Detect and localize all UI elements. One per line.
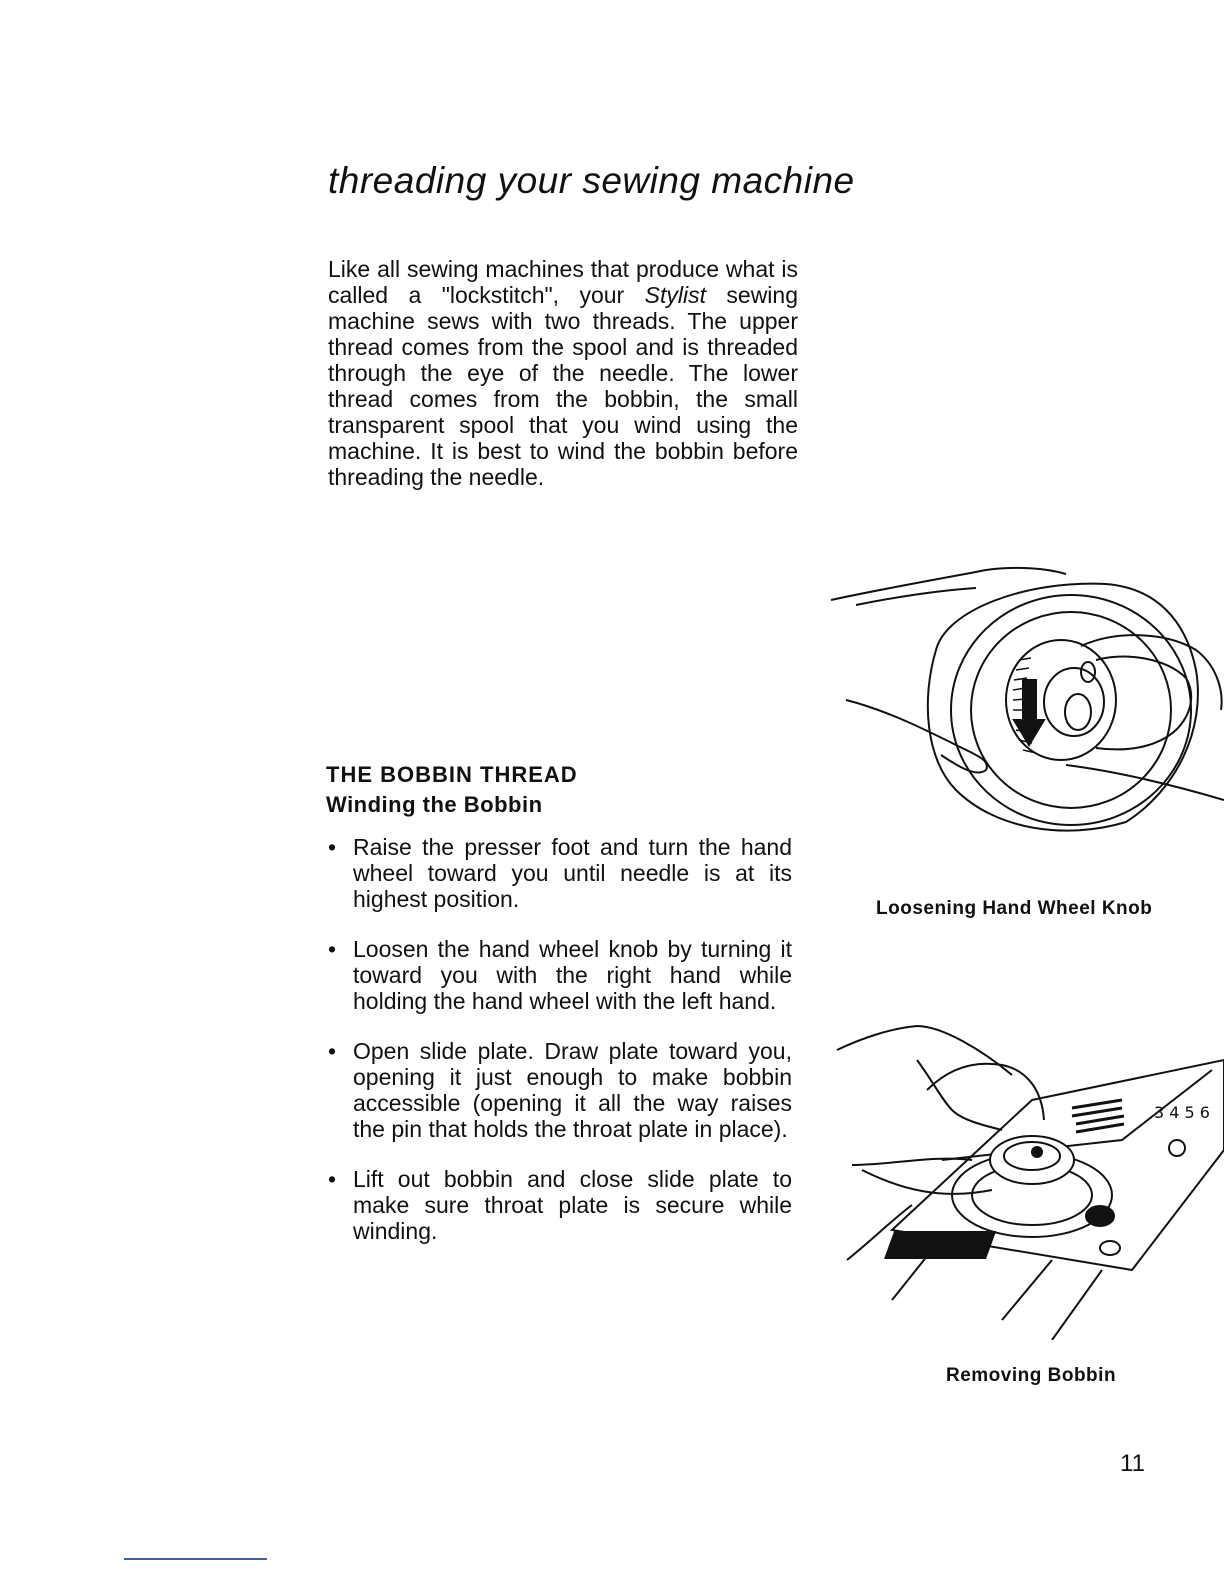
hand-wheel-illustration	[826, 560, 1224, 840]
page-title: threading your sewing machine	[328, 160, 855, 201]
step-text: Open slide plate. Draw plate toward you, opening it just enough to make bobbin accessible (opening it all the way raises the pin that holds the throat plate in place).	[353, 1038, 792, 1142]
page-number: 11	[1120, 1450, 1145, 1477]
intro-text-after: sewing machine sews with two threads. The upper thread comes from the spool and is threaded through the eye of the needle. The lower thread comes from the bobbin, the small transparent spool that you wind using the machine. It is best to wind the bobbin before threading the needle.	[328, 282, 799, 490]
brand-name: Stylist	[644, 282, 706, 308]
section-heading: THE BOBBIN THREAD	[326, 762, 578, 787]
intro-text-before: Like all sewing machines that produce what is called a "lockstitch", your	[328, 256, 798, 308]
figure-caption: Loosening Hand Wheel Knob	[876, 898, 1153, 919]
bullet-icon: •	[328, 1038, 337, 1064]
steps-list	[326, 834, 792, 1268]
svg-text:3 4 5 6: 3 4 5 6	[1154, 1103, 1210, 1122]
list-item	[326, 936, 792, 1014]
step-text: Lift out bobbin and close slide plate to make sure throat plate is secure while winding.	[353, 1166, 792, 1244]
step-text: Raise the presser foot and turn the hand wheel toward you until needle is at its highest position.	[353, 834, 792, 912]
list-item	[326, 1166, 792, 1244]
section-subheading: Winding the Bobbin	[326, 792, 543, 817]
bullet-icon: •	[328, 936, 337, 962]
list-item	[326, 1038, 792, 1142]
list-item	[326, 834, 792, 912]
intro-paragraph	[328, 256, 798, 490]
step-text: Loosen the hand wheel knob by turning it toward you with the right hand while holding the hand wheel with the left hand.	[353, 936, 792, 1014]
bullet-icon: •	[328, 1166, 337, 1192]
bullet-icon: •	[328, 834, 337, 860]
figure-caption: Removing Bobbin	[946, 1365, 1117, 1386]
footer-rule	[124, 1558, 267, 1560]
bobbin-removal-illustration	[832, 1020, 1224, 1340]
